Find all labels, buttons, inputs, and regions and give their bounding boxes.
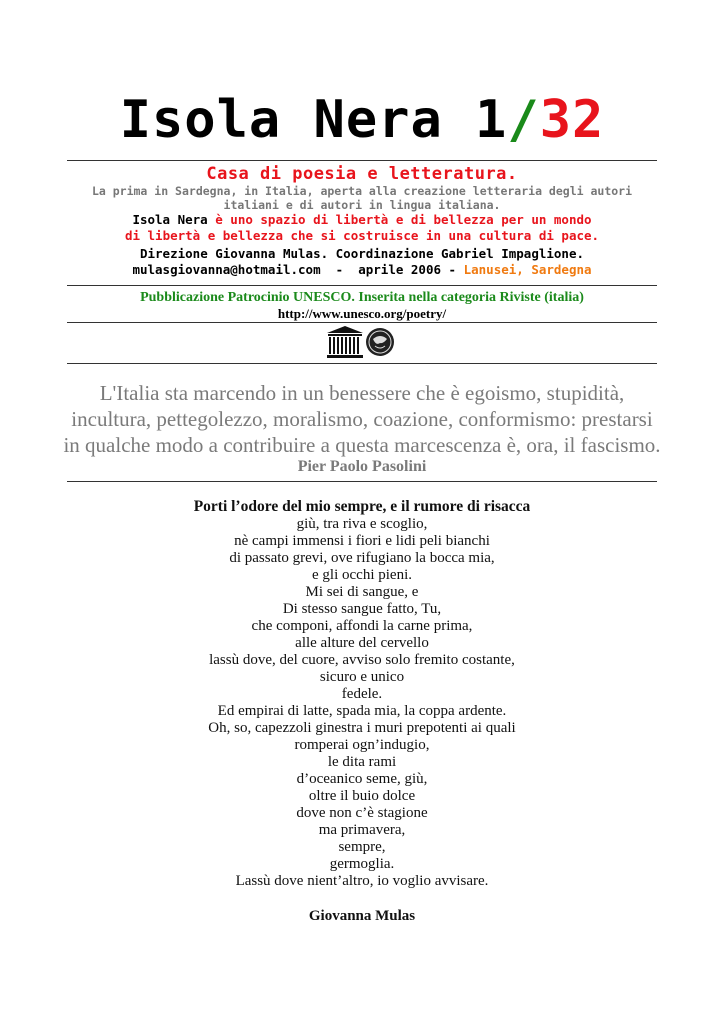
mission-line-2: di libertà e bellezza che si costruisce in una cultura di pace. [124, 228, 600, 243]
divider [67, 322, 657, 323]
poem-line: sempre, [338, 839, 386, 855]
poem-line: Lassù dove nient’altro, io voglio avvisare. [235, 873, 489, 889]
poem-line: sicuro e unico [319, 669, 405, 685]
divider [67, 160, 657, 161]
divider [67, 481, 657, 482]
pasolini-quote: L'Italia sta marcendo in un benessere che è egoismo, stupidità, incultura, pettegolezzo, moralismo, coazione, conformismo: prestarsi in qualche modo a contribuire a questa marcescenza è, ora, il fascismo. [63, 381, 661, 457]
poem-author: Giovanna Mulas [308, 908, 416, 924]
poem-body [62, 516, 662, 890]
poem-line: d’oceanico seme, giù, [296, 771, 428, 787]
location: Lanusei, Sardegna [463, 262, 592, 277]
poem-line: Di stesso sangue fatto, Tu, [282, 601, 442, 617]
poem-title: Porti l’odore del mio sempre, e il rumore di risacca [193, 498, 531, 515]
poem-line: Ed empirai di latte, spada mia, la coppa ardente. [217, 703, 507, 719]
masthead-slash: / [507, 90, 540, 150]
contact-email[interactable]: mulasgiovanna@hotmail.com - aprile 2006 - [132, 262, 464, 277]
intro-line-2: italiani e di autori in lingua italiana. [223, 198, 501, 212]
masthead-title [0, 88, 724, 152]
poem-line: lassù dove, del cuore, avviso solo fremito costante, [209, 652, 515, 668]
subtitle: Casa di poesia e letteratura. [206, 164, 518, 184]
poem-line: ma primavera, [318, 822, 406, 838]
poem-line: nè campi immensi i fiori e lidi peli bianchi [234, 533, 490, 549]
intro-line-1: La prima in Sardegna, in Italia, aperta alla creazione letteraria degli autori [91, 184, 633, 198]
masthead-name: Isola Nera 1 [119, 90, 508, 150]
unesco-link[interactable]: http://www.unesco.org/poetry/ [277, 306, 447, 321]
mission-text: è uno spazio di libertà e di bellezza per un mondo [207, 212, 592, 227]
poem-line: romperai ogn’indugio, [294, 737, 430, 753]
poem-line: oltre il buio dolce [308, 788, 416, 804]
divider [67, 363, 657, 364]
poem-line: alle alture del cervello [295, 635, 429, 651]
quote-author: Pier Paolo Pasolini [297, 458, 427, 475]
poem-line: che componi, affondi la carne prima, [251, 618, 473, 634]
poem-line: di passato grevi, ove rifugiano la bocca mia, [229, 550, 495, 566]
direction-line: Direzione Giovanna Mulas. Coordinazione Gabriel Impaglione. [139, 246, 584, 261]
poem-line: giù, tra riva e scoglio, [296, 516, 428, 532]
poem-line: Oh, so, capezzoli ginestra i muri prepotenti ai quali [208, 720, 516, 736]
poem-line: dove non c’è stagione [296, 805, 428, 821]
poem-line: Mi sei di sangue, e [305, 584, 419, 600]
issue-number: 32 [539, 90, 605, 150]
poem-line: le dita rami [327, 754, 397, 770]
contact-line [60, 262, 664, 278]
poem-line: germoglia. [329, 856, 395, 872]
divider [67, 285, 657, 286]
poem-line: fedele. [341, 686, 383, 702]
unesco-patronage: Pubblicazione Patrocinio UNESCO. Inserita nella categoria Riviste (italia) [140, 290, 584, 305]
mission-name: Isola Nera [132, 212, 208, 227]
mission-line-1 [60, 212, 664, 228]
unesco-logo [325, 324, 397, 360]
poem-line: e gli occhi pieni. [312, 567, 412, 583]
